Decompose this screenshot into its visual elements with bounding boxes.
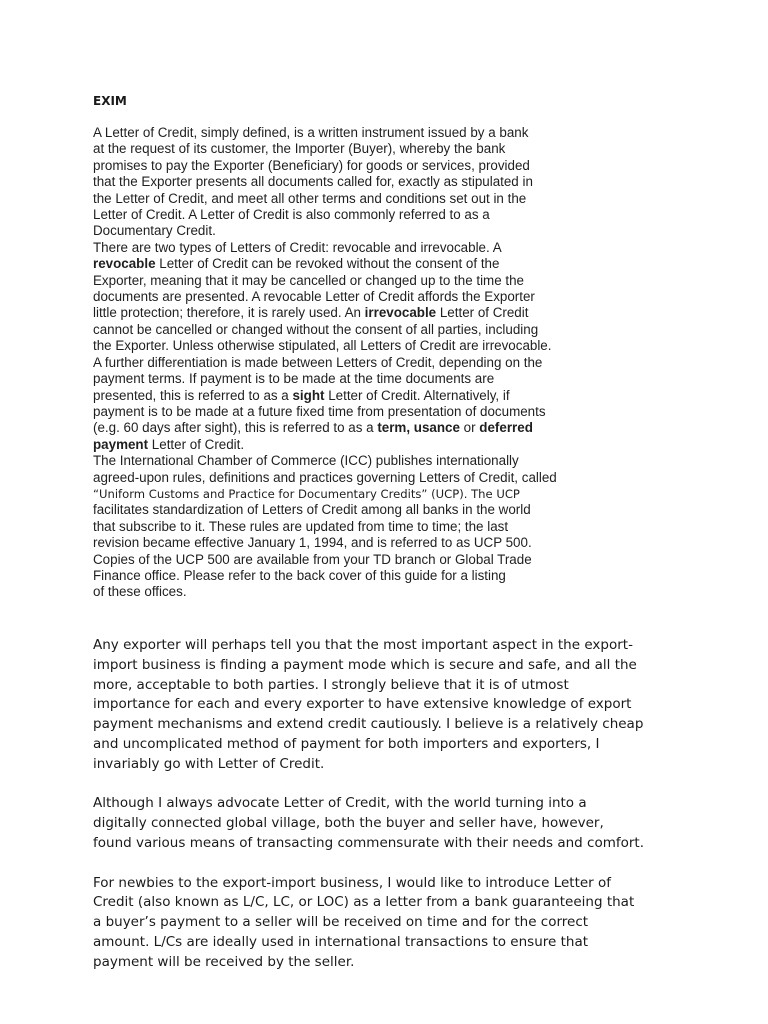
lc-text-line (93, 535, 613, 551)
bold-term: irrevocable (364, 305, 437, 321)
text-run: that subscribe to it. These rules are updated from time to time; the last (93, 518, 509, 534)
text-run: Letter of Credit. (148, 436, 245, 452)
lc-text-line (93, 125, 613, 141)
text-run: There are two types of Letters of Credit: revocable and irrevocable. A (93, 239, 502, 255)
bold-term: sight (292, 387, 325, 403)
text-run: agreed-upon rules, definitions and practices governing Letters of Credit, called (93, 469, 557, 485)
lc-text-line (93, 568, 613, 584)
commentary-section (93, 636, 693, 992)
text-run: Letter of Credit. A Letter of Credit is also commonly referred to as a (93, 207, 490, 223)
lc-text-line (93, 519, 613, 535)
lc-text-line (93, 404, 613, 420)
lc-text-line (93, 388, 613, 404)
lc-text-line (93, 191, 613, 207)
text-run: facilitates standardization of Letters of Credit among all banks in the world (93, 502, 531, 518)
commentary-line: a buyer’s payment to a seller will be received on time and for the correct (93, 914, 589, 931)
lc-text-line (93, 305, 613, 321)
text-run: revision became effective January 1, 1994, and is referred to as UCP 500. (93, 535, 532, 551)
lc-text-line (93, 338, 613, 354)
bold-term: payment (93, 436, 149, 452)
text-run: Copies of the UCP 500 are available from your TD branch or Global Trade (93, 551, 532, 567)
text-run: the Exporter. Unless otherwise stipulated, all Letters of Credit are irrevocable. (93, 338, 552, 354)
commentary-paragraph (93, 794, 693, 853)
lc-text-line (93, 453, 613, 469)
text-run: presented, this is referred to as a (93, 387, 293, 403)
lc-text-line (93, 322, 613, 338)
commentary-line: import business is finding a payment mode which is secure and safe, and all the (93, 656, 637, 673)
text-run: cannot be cancelled or changed without the consent of all parties, including (93, 321, 539, 337)
text-run: of these offices. (93, 584, 187, 600)
lc-text-line (93, 437, 613, 453)
lc-text-line (93, 420, 613, 436)
commentary-line: importance for each and every exporter to have extensive knowledge of export (93, 696, 632, 713)
commentary-line: For newbies to the export-import business, I would like to introduce Letter of (93, 874, 612, 891)
text-run: “Uniform Customs and Practice for Documentary Credits” (UCP). The UCP (93, 486, 520, 501)
text-run: Finance office. Please refer to the back cover of this guide for a listing (93, 567, 506, 583)
lc-text-line (93, 141, 613, 157)
lc-text-line (93, 256, 613, 272)
commentary-line: found various means of transacting commensurate with their needs and comfort. (93, 834, 645, 851)
commentary-line: amount. L/Cs are ideally used in international transactions to ensure that (93, 933, 589, 950)
commentary-line: Any exporter will perhaps tell you that the most important aspect in the export- (93, 637, 633, 653)
bold-term: term, usance (377, 420, 460, 436)
lc-text-line (93, 355, 613, 371)
lc-text-line (93, 371, 613, 387)
bold-term: deferred (479, 420, 533, 436)
text-run: little protection; therefore, it is rarely used. An (93, 305, 365, 321)
text-run: (e.g. 60 days after sight), this is referred to as a (93, 420, 378, 436)
commentary-line: digitally connected global village, both the buyer and seller have, however, (93, 815, 604, 832)
lc-text-line (93, 470, 613, 486)
commentary-line: payment mechanisms and extend credit cautiously. I believe is a relatively cheap (93, 716, 644, 733)
text-run: or (459, 420, 480, 436)
text-run: Letter of Credit (436, 305, 529, 321)
text-run: Exporter, meaning that it may be cancelled or changed up to the time the (93, 272, 524, 288)
text-run: Letter of Credit can be revoked without the consent of the (155, 256, 500, 272)
lc-text-line (93, 273, 613, 289)
lc-text-line (93, 502, 613, 518)
lc-text-line (93, 486, 613, 502)
bold-term: revocable (93, 256, 156, 272)
commentary-line: Credit (also known as L/C, LC, or LOC) as a letter from a bank guaranteeing that (93, 894, 635, 911)
commentary-line: payment will be received by the seller. (93, 953, 355, 970)
text-run: documents are presented. A revocable Letter of Credit affords the Exporter (93, 289, 535, 305)
text-run: Documentary Credit. (93, 223, 216, 239)
lc-text-line (93, 289, 613, 305)
lc-text-line (93, 584, 613, 600)
lc-text-line (93, 552, 613, 568)
commentary-paragraph (93, 636, 693, 775)
text-run: promises to pay the Exporter (Beneficiary) for goods or services, provided (93, 157, 530, 173)
document-heading: EXIM (93, 94, 127, 108)
text-run: payment is to be made at a future fixed time from presentation of documents (93, 403, 546, 419)
text-run: A Letter of Credit, simply defined, is a written instrument issued by a bank (93, 125, 529, 140)
text-run: A further differentiation is made between Letters of Credit, depending on the (93, 354, 543, 370)
lc-text-line (93, 223, 613, 239)
commentary-line: invariably go with Letter of Credit. (93, 755, 325, 772)
text-run: at the request of its customer, the Importer (Buyer), whereby the bank (93, 141, 506, 157)
lc-text-line (93, 174, 613, 190)
lc-text-line (93, 240, 613, 256)
commentary-line: and uncomplicated method of payment for both importers and exporters, I (93, 735, 600, 752)
text-run: The International Chamber of Commerce (ICC) publishes internationally (93, 453, 519, 469)
commentary-line: Although I always advocate Letter of Credit, with the world turning into a (93, 795, 587, 812)
commentary-paragraph (93, 874, 693, 973)
text-run: payment terms. If payment is to be made at the time documents are (93, 371, 495, 387)
lc-text-line (93, 207, 613, 223)
lc-text-line (93, 158, 613, 174)
text-run: the Letter of Credit, and meet all other terms and conditions set out in the (93, 190, 527, 206)
commentary-line: more, acceptable to both parties. I strongly believe that it is of utmost (93, 676, 569, 693)
text-run: that the Exporter presents all documents called for, exactly as stipulated in (93, 174, 533, 190)
text-run: Letter of Credit. Alternatively, if (324, 387, 510, 403)
letter-of-credit-section (93, 125, 613, 601)
